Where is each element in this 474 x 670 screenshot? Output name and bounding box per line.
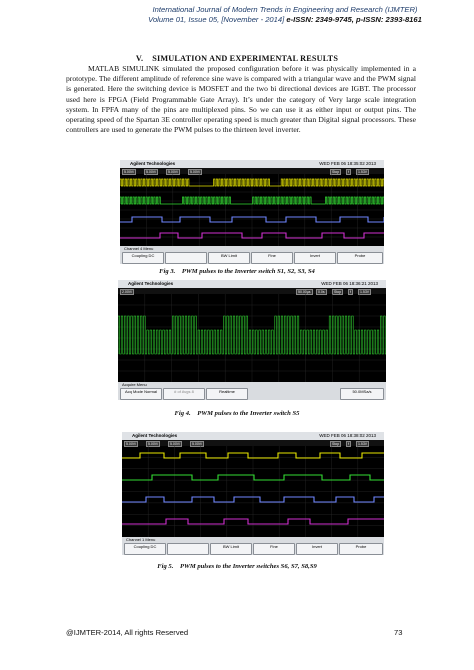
trigger-chip: f bbox=[350, 290, 351, 294]
channel-chip: 5.00V/ bbox=[124, 170, 135, 174]
scope-title-bar bbox=[120, 160, 384, 168]
channel-chip: 5.00V/ bbox=[170, 442, 181, 446]
scope-brand: Agilent Technologies bbox=[130, 161, 176, 166]
softkey-fine[interactable]: Fine bbox=[251, 252, 293, 264]
caption-text: PWM pulses to the Inverter switch S5 bbox=[197, 410, 300, 417]
delay-chip: 0.0s bbox=[318, 290, 325, 294]
scope-title-bar bbox=[118, 280, 386, 288]
section-heading bbox=[0, 54, 474, 63]
scope-date: WED FEB 06 18:36:21 2013 bbox=[321, 281, 378, 286]
menu-title: Channel 4 Menu bbox=[124, 246, 154, 251]
softkey-probe[interactable]: Probe bbox=[337, 252, 383, 264]
softkey-bw-limit[interactable]: BW Limit bbox=[208, 252, 250, 264]
softkey-invert[interactable]: Invert bbox=[296, 543, 338, 555]
softkey-blank[interactable] bbox=[165, 252, 207, 264]
trigger-level-chip: 1.53V bbox=[358, 442, 368, 446]
softkey-coupling[interactable]: Coupling DC bbox=[122, 252, 164, 264]
paragraph: MATLAB SIMULINK simulated the proposed configuration before it was physically implemented in a prototype. The different amplitude of reference sine wave is compared with a triangular wave and the PWM signal is generated. Here the switching device is MOSFET and the two bi directional devices are IGBT. The processor used here is FPGA (Field Programmable Gate Array). It’s under the category of Very large scale integration system. In FPFA many of the pins are multiplexed pins. So we can use it as either input or output pins. The operating speed of the Spartan 3E controller operating speed is much greater than Digital signal processors. These controllers are used to generate the PWM pulses to the thirteen level inverter. bbox=[66, 64, 416, 135]
scope-menu-bar bbox=[118, 382, 386, 400]
scope-title-bar bbox=[122, 432, 384, 440]
scope-display bbox=[118, 294, 386, 382]
caption-text: PWM pulses to the Inverter switches S6, S7, S8,S9 bbox=[179, 563, 317, 570]
channel-chip: 2.00V/ bbox=[122, 290, 133, 294]
softkey-averages[interactable]: # of Avgs 8 bbox=[163, 388, 205, 400]
softkey-fine[interactable]: Fine bbox=[253, 543, 295, 555]
caption-text: PWM pulses to the Inverter switch S1, S2, S3, S4 bbox=[181, 268, 315, 275]
trigger-level-chip: 1.53V bbox=[360, 290, 370, 294]
menu-title: Channel 1 Menu bbox=[126, 537, 156, 542]
issn-text: e-ISSN: 2349-9745, p-ISSN: 2393-8161 bbox=[286, 15, 422, 24]
waveform-plot bbox=[122, 446, 384, 537]
figure-caption-4 bbox=[0, 410, 474, 417]
caption-label: Fig 3. bbox=[159, 268, 176, 275]
channel-chip: 5.00V/ bbox=[146, 170, 157, 174]
scope-display bbox=[120, 174, 384, 246]
softkey-coupling[interactable]: Coupling DC bbox=[124, 543, 166, 555]
scope-brand: Agilent Technologies bbox=[128, 281, 174, 286]
softkey-invert[interactable]: Invert bbox=[294, 252, 336, 264]
section-number: V. bbox=[135, 54, 144, 63]
sample-rate: 50.0MSa/s bbox=[340, 388, 384, 400]
scope-date: WED FEB 06 18:38:02 2013 bbox=[319, 433, 376, 438]
waveform-plot bbox=[120, 174, 384, 246]
oscilloscope-figure-5 bbox=[122, 432, 384, 555]
timebase-chip: 50.00µs bbox=[298, 290, 311, 294]
run-state-chip: Stop bbox=[332, 170, 340, 174]
figure-caption-3 bbox=[0, 268, 474, 275]
figure-caption-5 bbox=[0, 563, 474, 570]
body-text bbox=[66, 64, 416, 135]
softkey-bw-limit[interactable]: BW Limit bbox=[210, 543, 252, 555]
channel-chip: 5.00V/ bbox=[148, 442, 159, 446]
issue-text: Volume 01, Issue 05, [November - 2014] bbox=[148, 15, 285, 24]
softkey-probe[interactable]: Probe bbox=[339, 543, 383, 555]
trigger-chip: f bbox=[348, 442, 349, 446]
scope-menu-bar bbox=[120, 246, 384, 264]
channel-chip: 5.00V/ bbox=[168, 170, 179, 174]
run-state-chip: Stop bbox=[332, 442, 340, 446]
journal-issue bbox=[110, 15, 460, 25]
waveform-plot bbox=[118, 294, 386, 382]
journal-header bbox=[110, 5, 460, 25]
scope-menu-bar bbox=[122, 537, 384, 555]
softkey-acq-mode[interactable]: Acq Mode Normal bbox=[120, 388, 162, 400]
menu-title: Acquire Menu bbox=[122, 382, 147, 387]
caption-label: Fig 5. bbox=[157, 563, 174, 570]
channel-chip: 5.00V/ bbox=[192, 442, 203, 446]
trigger-chip: f bbox=[348, 170, 349, 174]
softkey-blank[interactable] bbox=[167, 543, 209, 555]
scope-display bbox=[122, 446, 384, 537]
oscilloscope-figure-4 bbox=[118, 280, 386, 400]
section-title: SIMULATION AND EXPERIMENTAL RESULTS bbox=[152, 54, 339, 63]
footer-copyright: @IJMTER-2014, All rights Reserved bbox=[66, 628, 189, 637]
oscilloscope-figure-3 bbox=[120, 160, 384, 264]
journal-title: International Journal of Modern Trends in Engineering and Research (IJMTER) bbox=[152, 5, 418, 14]
softkey-realtime[interactable]: Realtime bbox=[206, 388, 248, 400]
scope-brand: Agilent Technologies bbox=[132, 433, 178, 438]
caption-label: Fig 4. bbox=[174, 410, 191, 417]
run-state-chip: Stop bbox=[334, 290, 342, 294]
page-number: 73 bbox=[394, 628, 403, 637]
trigger-level-chip: 1.53V bbox=[358, 170, 368, 174]
channel-chip: 5.00V/ bbox=[190, 170, 201, 174]
channel-chip: 5.00V/ bbox=[126, 442, 137, 446]
scope-date: WED FEB 06 18:35:02 2013 bbox=[319, 161, 376, 166]
